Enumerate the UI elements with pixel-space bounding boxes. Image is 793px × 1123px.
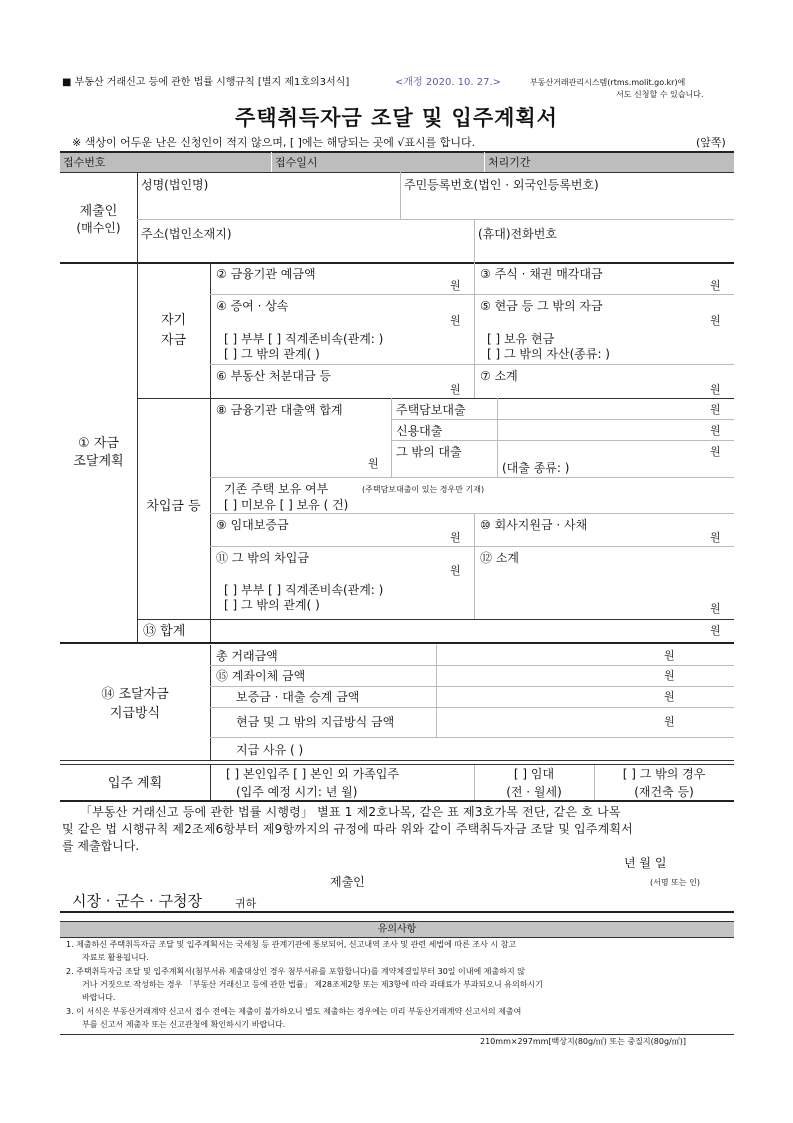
won-unit: 원 xyxy=(664,649,675,662)
won-unit: 원 xyxy=(450,314,461,327)
gift-field[interactable]: ④ 증여 · 상속 xyxy=(216,299,289,313)
page-side: (앞쪽) xyxy=(696,136,726,149)
credit-loan-label: 신용대출 xyxy=(396,424,443,438)
note-1-line-2: 자료로 활용됩니다. xyxy=(82,953,149,962)
declaration-line-1: 「부동산 거래신고 등에 관한 법률 시행령」 별표 1 제2호나목, 같은 표 제3호가목 전단, 같은 호 나목 xyxy=(80,805,621,819)
deposit-field[interactable]: ② 금융기관 예금액 xyxy=(216,267,316,281)
gift-relation-checkbox-2[interactable]: [ ] 그 밖의 관계( ) xyxy=(224,347,320,361)
won-unit: 원 xyxy=(450,564,461,577)
won-unit: 원 xyxy=(710,314,721,327)
other-occupancy-sublabel: (재건축 등) xyxy=(634,785,694,799)
paper-spec: 210mm×297mm[백상지(80g/㎡) 또는 중질지(80g/㎡)] xyxy=(480,1037,686,1046)
won-unit: 원 xyxy=(710,383,721,396)
funding-plan-label-1: ① 자금 xyxy=(78,436,119,451)
house-owned-checkbox[interactable]: [ ] 미보유 [ ] 보유 ( 건) xyxy=(224,498,349,512)
other-loan-label: 그 밖의 대출 xyxy=(396,445,462,459)
law-reference: ■ 부동산 거래신고 등에 관한 법률 시행규칙 [별지 제1호의3서식] xyxy=(62,77,350,88)
declaration-line-3: 를 제출합니다. xyxy=(62,839,140,853)
loan-total-field[interactable]: ⑧ 금융기관 대출액 합계 xyxy=(216,403,343,417)
expected-move-in-field[interactable]: (입주 예정 시기: 년 월) xyxy=(236,785,358,799)
funding-plan-label-2: 조달계획 xyxy=(73,454,124,469)
won-unit: 원 xyxy=(710,602,721,615)
borrowings-label: 차입금 등 xyxy=(146,499,201,514)
lease-sublabel: (전 · 월세) xyxy=(506,785,562,799)
receipt-row xyxy=(60,152,734,172)
won-unit: 원 xyxy=(664,715,675,728)
lease-checkbox[interactable]: [ ] 임대 xyxy=(513,767,555,781)
won-unit: 원 xyxy=(710,403,721,416)
note-3-line-2: 부를 신고서 제출자 또는 신고관청에 확인하시기 바랍니다. xyxy=(82,1020,286,1029)
won-unit: 원 xyxy=(450,531,461,544)
payment-method-label-2: 지급방식 xyxy=(109,706,161,721)
won-unit: 원 xyxy=(710,624,721,637)
borrow-relation-checkbox-2[interactable]: [ ] 그 밖의 관계( ) xyxy=(224,598,320,612)
own-funds-label-2: 자금 xyxy=(160,333,187,348)
address-field[interactable]: 주소(법인소재지) xyxy=(141,227,232,241)
cash-option-checkbox-1[interactable]: [ ] 보유 현금 xyxy=(487,332,555,346)
declaration-date[interactable]: 년 월 일 xyxy=(624,856,667,870)
assumed-amount-label: 보증금 · 대출 승계 금액 xyxy=(236,690,360,704)
note-1-line-1: 1. 제출하신 주택취득자금 조달 및 입주계획서는 국세청 등 관계기관에 통보되어, 신고내역 조사 및 관련 세법에 따른 조사 시 참고 xyxy=(66,940,517,949)
payment-method-label-1: ⑭ 조달자금 xyxy=(101,687,169,702)
house-owned-note: (주택담보대출이 있는 경우만 기재) xyxy=(362,485,485,494)
grand-total-label: ⑬ 합계 xyxy=(143,624,186,639)
signature-field[interactable]: (서명 또는 인) xyxy=(650,878,700,887)
note-2-line-1: 2. 주택취득자금 조달 및 입주계획서(첨부서류 제출대상인 경우 첨부서류를 포함합니다)를 계약체결일부터 30일 이내에 제출하지 않 xyxy=(66,967,525,976)
self-occupancy-checkbox[interactable]: [ ] 본인입주 [ ] 본인 외 가족입주 xyxy=(226,767,399,781)
note-3-line-1: 3. 이 서식은 부동산거래계약 신고서 접수 전에는 제출이 불가하오니 별도 제출하는 경우에는 미리 부동산거래계약 신고서의 제출여 xyxy=(66,1007,522,1016)
realestate-proceeds-field[interactable]: ⑥ 부동산 처분대금 등 xyxy=(216,369,331,383)
own-funds-label-1: 자기 xyxy=(160,313,187,328)
won-unit: 원 xyxy=(450,279,461,292)
note-2-line-3: 바랍니다. xyxy=(82,993,116,1002)
online-note-2: 서도 신청할 수 있습니다. xyxy=(616,90,704,99)
other-occupancy-checkbox[interactable]: [ ] 그 밖의 경우 xyxy=(622,767,706,781)
won-unit: 원 xyxy=(450,383,461,396)
occupancy-label: 입주 계획 xyxy=(107,776,163,791)
submitter-label: 제출인 xyxy=(79,204,118,219)
declaration-line-2: 및 같은 법 시행규칙 제2조제6항부터 제9항까지의 규정에 따라 위와 같이 주택취득자금 조달 및 입주계획서 xyxy=(62,822,633,836)
won-unit: 원 xyxy=(664,669,675,682)
receipt-number-label: 접수번호 xyxy=(63,156,106,169)
transfer-amount-label: ⑮ 계좌이체 금액 xyxy=(216,669,306,683)
borrow-relation-checkbox-1[interactable]: [ ] 부부 [ ] 직계존비속(관계: ) xyxy=(224,583,384,597)
lease-deposit-field[interactable]: ⑨ 임대보증금 xyxy=(216,518,289,532)
instructions: ※ 색상이 어두운 난은 신청인이 적지 않으며, [ ]에는 해당되는 곳에 √표시를 합니다. xyxy=(72,136,476,149)
processing-period-label: 처리기간 xyxy=(488,156,531,169)
other-borrow-field[interactable]: ⑪ 그 밖의 차입금 xyxy=(216,551,309,565)
won-unit: 원 xyxy=(710,445,721,458)
house-owned-label: 기존 주택 보유 여부 xyxy=(224,482,329,496)
note-2-line-2: 거나 거짓으로 작성하는 경우 「부동산 거래신고 등에 관한 법률」 제28조제2항 또는 제3항에 따라 과태료가 부과되오니 유의하시기 xyxy=(82,980,543,989)
borrow-subtotal-field[interactable]: ⑫ 소계 xyxy=(480,551,519,565)
phone-field[interactable]: (휴대)전화번호 xyxy=(478,227,557,241)
total-price-label: 총 거래금액 xyxy=(216,649,278,663)
online-note-1: 부동산거래관리시스템(rtms.molit.go.kr)에 xyxy=(530,78,686,87)
won-unit: 원 xyxy=(710,279,721,292)
won-unit: 원 xyxy=(368,457,379,470)
notes-title: 유의사항 xyxy=(377,924,417,935)
company-loan-field[interactable]: ⑩ 회사지원금 · 사채 xyxy=(480,518,588,532)
addressee-honorific: 귀하 xyxy=(235,897,257,910)
own-subtotal-field[interactable]: ⑦ 소계 xyxy=(480,369,518,383)
submitter-buyer-label: (매수인) xyxy=(76,221,121,235)
page-title: 주택취득자금 조달 및 입주계획서 xyxy=(235,106,558,130)
stock-field[interactable]: ③ 주식 · 채권 매각대금 xyxy=(480,267,603,281)
addressee: 시장 · 군수 · 구청장 xyxy=(72,892,203,910)
won-unit: 원 xyxy=(710,424,721,437)
cash-other-amount-label: 현금 및 그 밖의 지급방식 금액 xyxy=(236,715,395,729)
gift-relation-checkbox-1[interactable]: [ ] 부부 [ ] 직계존비속(관계: ) xyxy=(224,332,384,346)
cash-field[interactable]: ⑤ 현금 등 그 밖의 자금 xyxy=(480,299,603,313)
won-unit: 원 xyxy=(664,690,675,703)
revision-date: <개정 2020. 10. 27.> xyxy=(395,77,502,88)
id-number-field[interactable]: 주민등록번호(법인 · 외국인등록번호) xyxy=(404,178,599,192)
receipt-date-label: 접수일시 xyxy=(275,156,318,169)
payment-reason-field[interactable]: 지급 사유 ( ) xyxy=(236,743,304,757)
cash-option-checkbox-2[interactable]: [ ] 그 밖의 자산(종류: ) xyxy=(487,347,610,361)
loan-type-field[interactable]: (대출 종류: ) xyxy=(502,461,570,475)
mortgage-loan-label: 주택담보대출 xyxy=(396,403,466,417)
name-field[interactable]: 성명(법인명) xyxy=(141,178,209,192)
declarant-label: 제출인 xyxy=(330,875,365,889)
won-unit: 원 xyxy=(710,531,721,544)
